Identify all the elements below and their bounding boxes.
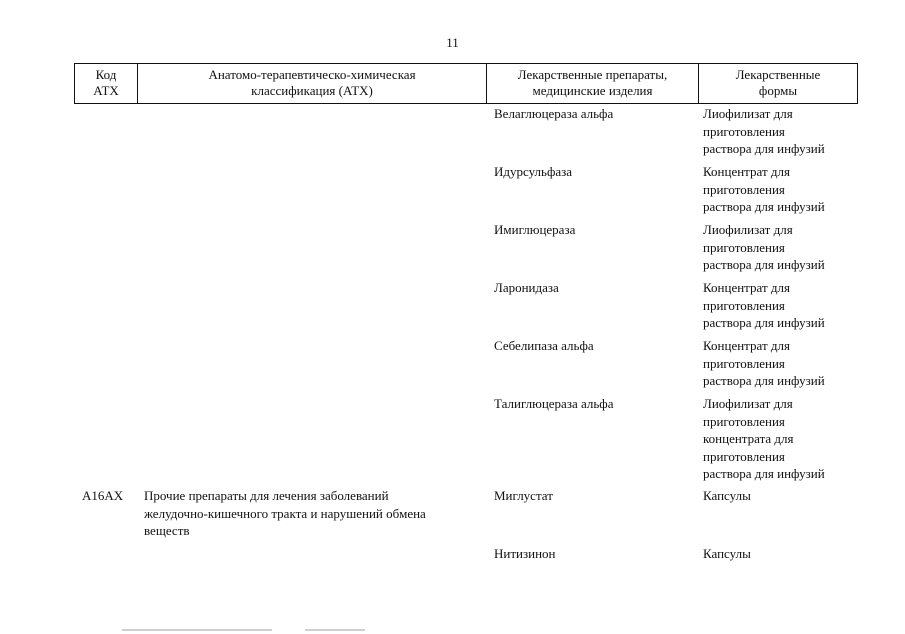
row-form: Концентрат для приготовления раствора для инфузий bbox=[703, 338, 825, 388]
row-atx: Прочие препараты для лечения заболеваний желудочно-кишечного тракта и нарушений обмена веществ bbox=[144, 488, 426, 538]
row-drug: Велаглюцераза альфа bbox=[494, 106, 614, 121]
row-form: Лиофилизат для приготовления раствора для инфузий bbox=[703, 106, 825, 156]
row-form: Лиофилизат для приготовления концентрата для приготовления раствора для инфузий bbox=[703, 396, 825, 481]
header-atx-classification: Анатомо-терапевтическо-химическая классификация (АТХ) bbox=[138, 64, 487, 103]
table-header bbox=[74, 63, 858, 104]
row-form: Концентрат для приготовления раствора для инфузий bbox=[703, 280, 825, 330]
row-drug: Ларонидаза bbox=[494, 280, 559, 295]
row-drug: Талиглюцераза альфа bbox=[494, 396, 614, 411]
scan-artifact bbox=[305, 629, 365, 631]
header-dosage-forms: Лекарственные формы bbox=[735, 67, 821, 98]
row-drug: Нитизинон bbox=[494, 546, 556, 561]
scan-artifact bbox=[122, 629, 272, 631]
row-form: Капсулы bbox=[703, 546, 751, 561]
row-form: Концентрат для приготовления раствора для инфузий bbox=[703, 164, 825, 214]
header-drugs: Лекарственные препараты, медицинские изделия bbox=[487, 64, 699, 103]
row-drug: Идурсульфаза bbox=[494, 164, 573, 179]
row-code: A16AX bbox=[82, 488, 124, 503]
row-form: Капсулы bbox=[703, 488, 751, 503]
page-number: 11 bbox=[446, 35, 459, 50]
row-form: Лиофилизат для приготовления раствора для инфузий bbox=[703, 222, 825, 272]
row-drug: Миглустат bbox=[494, 488, 553, 503]
row-drug: Имиглюцераза bbox=[494, 222, 576, 237]
row-drug: Себелипаза альфа bbox=[494, 338, 594, 353]
header-code: Код АТХ bbox=[75, 64, 138, 103]
